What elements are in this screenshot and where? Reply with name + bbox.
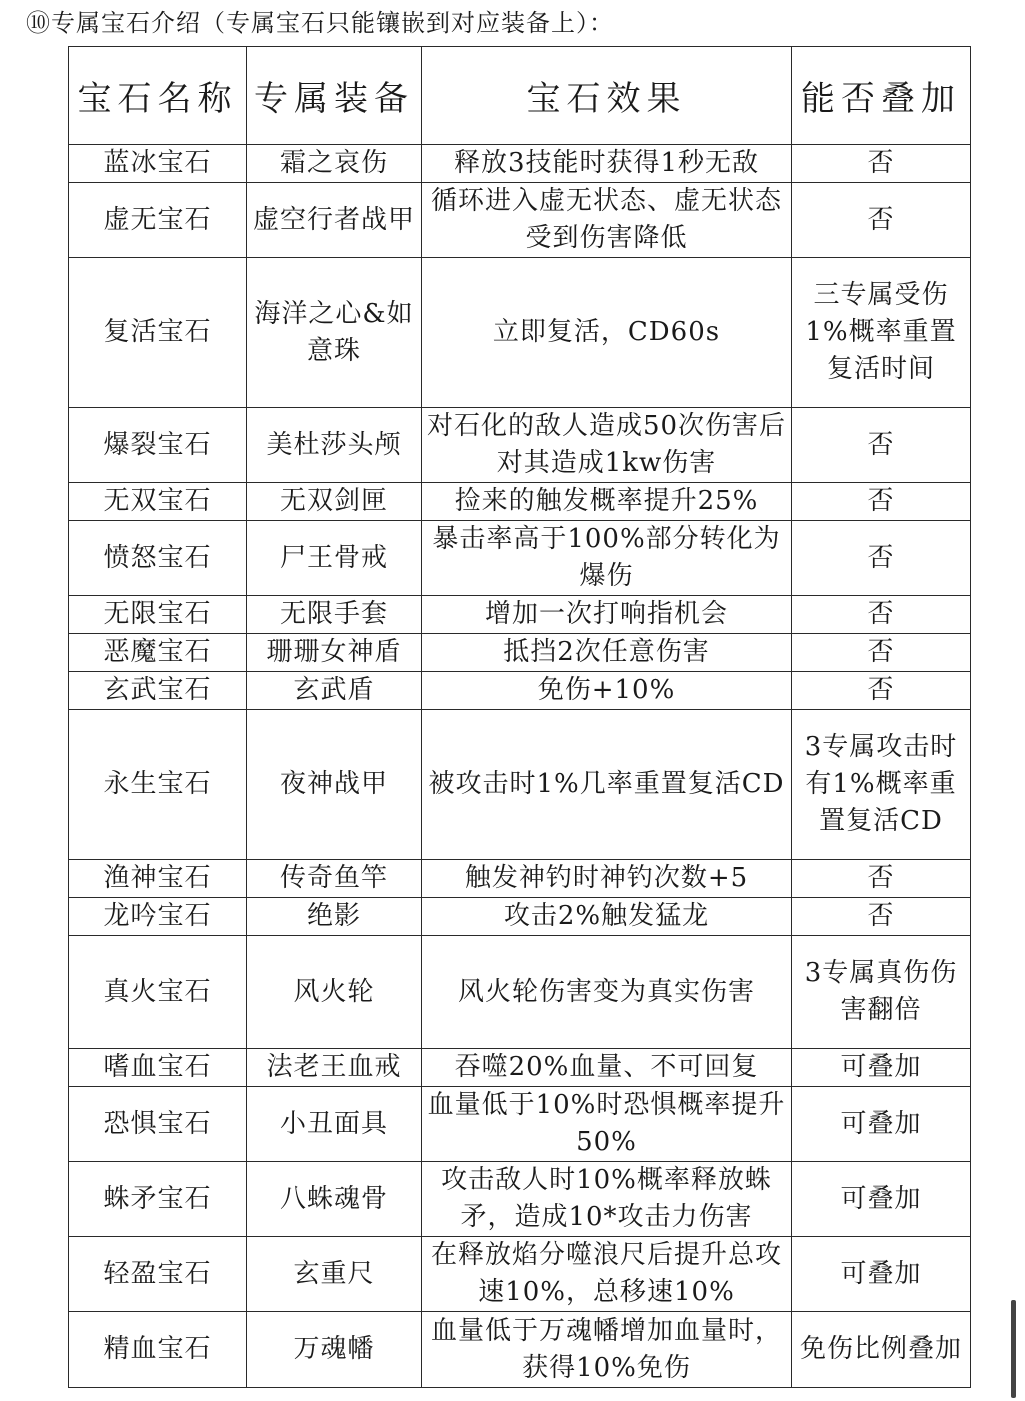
cell-equipment: 无限手套	[247, 596, 422, 634]
cell-effect: 血量低于10%时恐惧概率提升50%	[422, 1087, 792, 1162]
cell-stackable: 否	[792, 483, 971, 521]
table-row	[69, 521, 971, 596]
cell-gem: 真火宝石	[69, 936, 247, 1049]
table-row	[69, 1162, 971, 1237]
header-effect: 宝石效果	[422, 47, 792, 145]
cell-equipment: 绝影	[247, 898, 422, 936]
cell-gem: 轻盈宝石	[69, 1237, 247, 1312]
cell-effect: 循环进入虚无状态、虚无状态受到伤害降低	[422, 183, 792, 258]
cell-gem: 龙吟宝石	[69, 898, 247, 936]
gem-table	[68, 46, 971, 1388]
cell-effect: 对石化的敌人造成50次伤害后对其造成1kw伤害	[422, 408, 792, 483]
cell-equipment: 风火轮	[247, 936, 422, 1049]
cell-stackable: 否	[792, 521, 971, 596]
table-row	[69, 1049, 971, 1087]
cell-stackable: 免伤比例叠加	[792, 1312, 971, 1388]
cell-effect: 免伤+10%	[422, 672, 792, 710]
header-equipment: 专属装备	[247, 47, 422, 145]
cell-gem: 精血宝石	[69, 1312, 247, 1388]
table-row	[69, 145, 971, 183]
cell-stackable: 否	[792, 672, 971, 710]
cell-stackable: 否	[792, 860, 971, 898]
cell-equipment: 夜神战甲	[247, 710, 422, 860]
cell-equipment: 美杜莎头颅	[247, 408, 422, 483]
cell-equipment: 海洋之心&如意珠	[247, 258, 422, 408]
cell-gem: 愤怒宝石	[69, 521, 247, 596]
table-row	[69, 258, 971, 408]
table-row	[69, 596, 971, 634]
cell-equipment: 传奇鱼竿	[247, 860, 422, 898]
cell-equipment: 玄武盾	[247, 672, 422, 710]
cell-effect: 被攻击时1%几率重置复活CD	[422, 710, 792, 860]
cell-equipment: 法老王血戒	[247, 1049, 422, 1087]
cell-equipment: 玄重尺	[247, 1237, 422, 1312]
cell-effect: 攻击2%触发猛龙	[422, 898, 792, 936]
cell-gem: 嗜血宝石	[69, 1049, 247, 1087]
cell-stackable: 可叠加	[792, 1162, 971, 1237]
cell-gem: 恶魔宝石	[69, 634, 247, 672]
cell-equipment: 万魂幡	[247, 1312, 422, 1388]
cell-effect: 触发神钓时神钓次数+5	[422, 860, 792, 898]
table-row	[69, 710, 971, 860]
cell-stackable: 否	[792, 145, 971, 183]
table-row	[69, 1087, 971, 1162]
table-row	[69, 672, 971, 710]
table-row	[69, 860, 971, 898]
cell-equipment: 珊珊女神盾	[247, 634, 422, 672]
cell-stackable: 3专属真伤伤害翻倍	[792, 936, 971, 1049]
cell-effect: 在释放焰分噬浪尺后提升总攻速10%，总移速10%	[422, 1237, 792, 1312]
cell-equipment: 霜之哀伤	[247, 145, 422, 183]
cell-effect: 吞噬20%血量、不可回复	[422, 1049, 792, 1087]
scroll-edge-mark	[1011, 1300, 1016, 1398]
cell-equipment: 小丑面具	[247, 1087, 422, 1162]
cell-effect: 立即复活，CD60s	[422, 258, 792, 408]
cell-effect: 增加一次打响指机会	[422, 596, 792, 634]
cell-equipment: 八蛛魂骨	[247, 1162, 422, 1237]
cell-gem: 渔神宝石	[69, 860, 247, 898]
table-header-row	[69, 47, 971, 145]
cell-stackable: 否	[792, 408, 971, 483]
table-row	[69, 183, 971, 258]
cell-equipment: 尸王骨戒	[247, 521, 422, 596]
cell-stackable: 否	[792, 596, 971, 634]
cell-effect: 释放3技能时获得1秒无敌	[422, 145, 792, 183]
table-row	[69, 408, 971, 483]
cell-stackable: 三专属受伤1%概率重置复活时间	[792, 258, 971, 408]
table-row	[69, 1237, 971, 1312]
cell-effect: 攻击敌人时10%概率释放蛛矛，造成10*攻击力伤害	[422, 1162, 792, 1237]
cell-equipment: 无双剑匣	[247, 483, 422, 521]
header-gem-name: 宝石名称	[69, 47, 247, 145]
cell-gem: 恐惧宝石	[69, 1087, 247, 1162]
header-stackable: 能否叠加	[792, 47, 971, 145]
table-row	[69, 634, 971, 672]
cell-stackable: 可叠加	[792, 1049, 971, 1087]
table-row	[69, 483, 971, 521]
cell-effect: 抵挡2次任意伤害	[422, 634, 792, 672]
cell-gem: 爆裂宝石	[69, 408, 247, 483]
cell-gem: 永生宝石	[69, 710, 247, 860]
cell-gem: 无限宝石	[69, 596, 247, 634]
cell-stackable: 否	[792, 183, 971, 258]
cell-gem: 虚无宝石	[69, 183, 247, 258]
table-row	[69, 1312, 971, 1388]
cell-gem: 无双宝石	[69, 483, 247, 521]
cell-gem: 蓝冰宝石	[69, 145, 247, 183]
cell-equipment: 虚空行者战甲	[247, 183, 422, 258]
cell-gem: 玄武宝石	[69, 672, 247, 710]
cell-effect: 血量低于万魂幡增加血量时，获得10%免伤	[422, 1312, 792, 1388]
cell-effect: 捡来的触发概率提升25%	[422, 483, 792, 521]
cell-gem: 复活宝石	[69, 258, 247, 408]
cell-effect: 风火轮伤害变为真实伤害	[422, 936, 792, 1049]
table-row	[69, 936, 971, 1049]
cell-gem: 蛛矛宝石	[69, 1162, 247, 1237]
page-title: ⑩专属宝石介绍（专属宝石只能镶嵌到对应装备上）：	[26, 9, 614, 37]
table-row	[69, 898, 971, 936]
cell-effect: 暴击率高于100%部分转化为爆伤	[422, 521, 792, 596]
cell-stackable: 3专属攻击时有1%概率重置复活CD	[792, 710, 971, 860]
cell-stackable: 可叠加	[792, 1087, 971, 1162]
cell-stackable: 否	[792, 898, 971, 936]
cell-stackable: 可叠加	[792, 1237, 971, 1312]
cell-stackable: 否	[792, 634, 971, 672]
